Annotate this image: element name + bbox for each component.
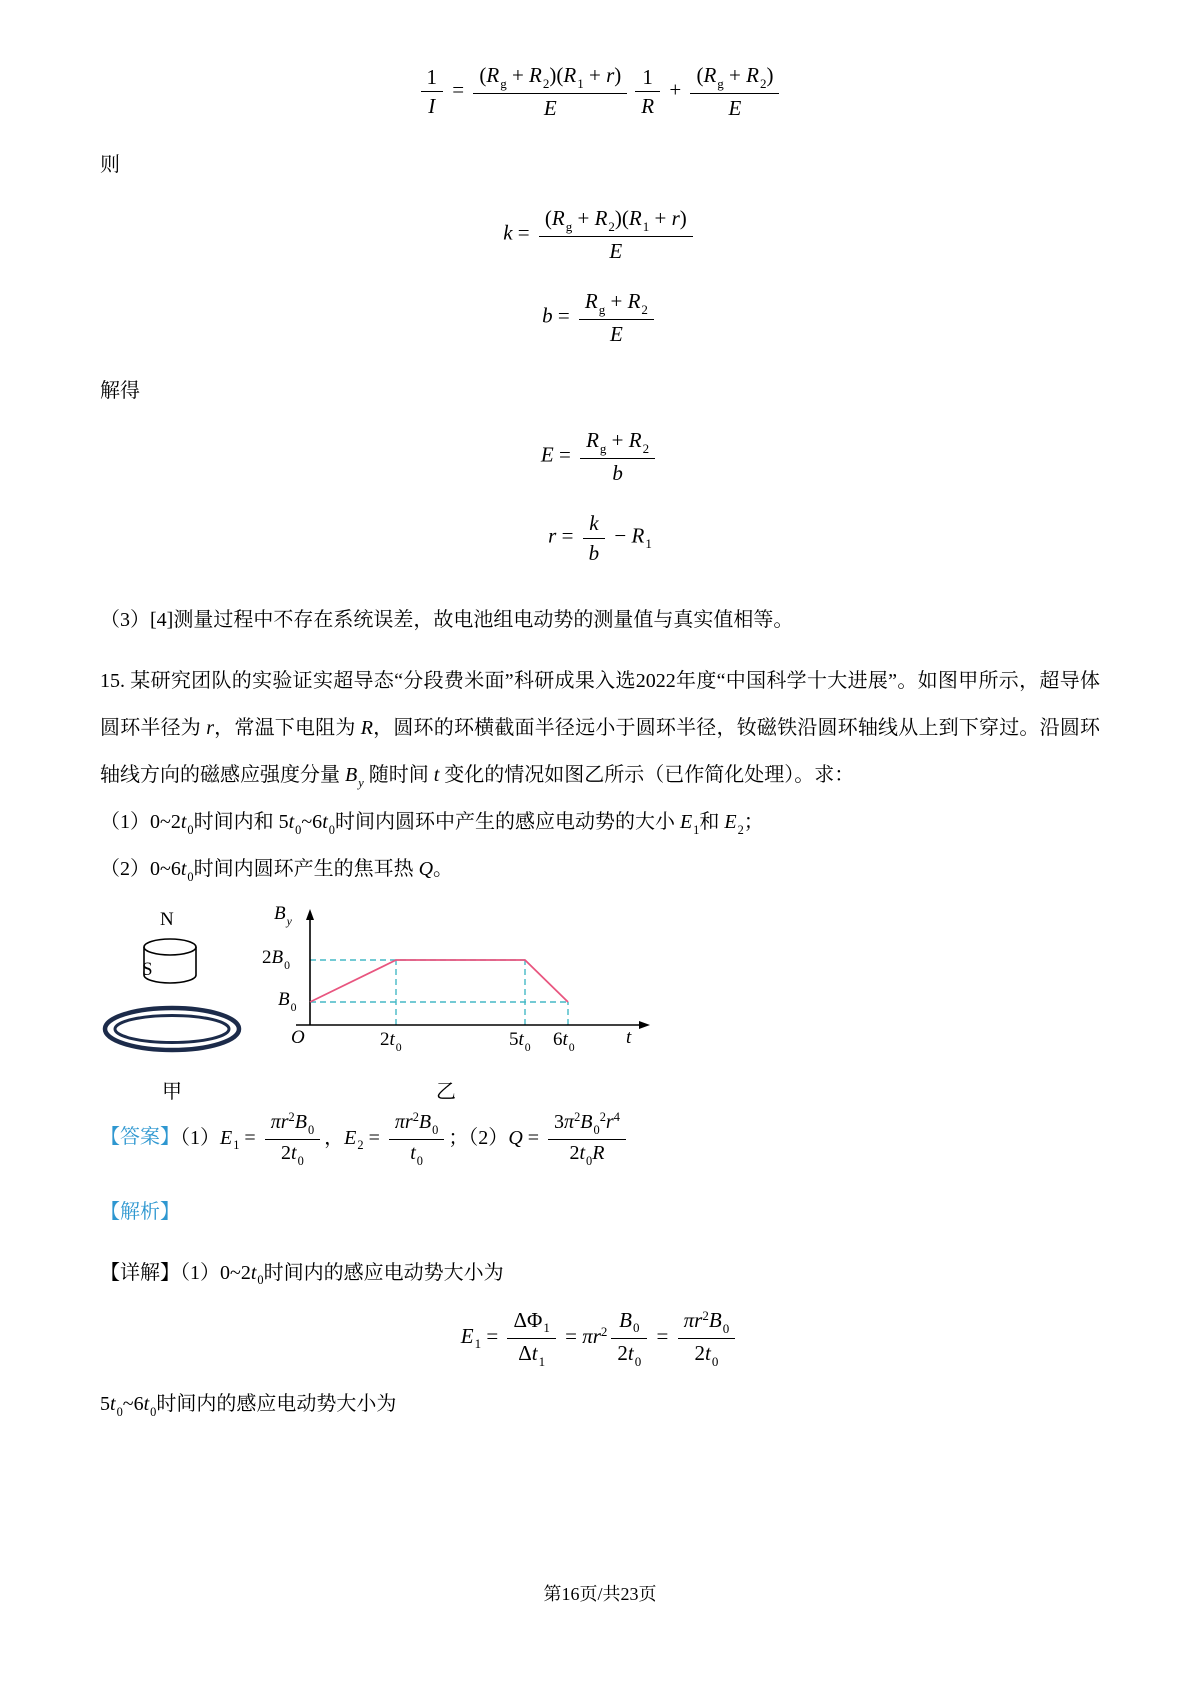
figure-jia-magnet-ring — [100, 911, 250, 1071]
figure-yi-graph — [260, 905, 660, 1065]
detail-label: 【详解】 — [100, 1261, 180, 1284]
formula-e1-detail: $E_1$ = $\frac{\Delta\Phi_1}{\Delta t_1}$ = $\pi r^2$ $\frac{B_0}{2t_0}$ = $\frac{\pi r^2B_0}{2t_0}$ — [100, 1307, 1100, 1370]
graph-curve — [310, 960, 568, 1002]
graph-ytick-b0: $B_0$ — [278, 989, 297, 1014]
formula-emf: E = $\frac{R_g + R_2}{b}$ — [100, 427, 1100, 486]
graph-ytick-2b0: $2B_0$ — [262, 947, 290, 972]
formula-internal-resistance: r = $\frac{k}{b}$ − $R_1$ — [548, 510, 652, 565]
magnet-cylinder-top — [144, 939, 196, 955]
caption-yi: 乙 — [436, 1081, 456, 1104]
problem-15-stem: 15. 某研究团队的实验证实超导态“分段费米面”科研成果入选2022年度“中国科学十大进展”。如图甲所示，超导体圆环半径为 r，常温下电阻为 R，圆环的环横截面半径远小于圆环半径，钕磁铁沿圆环轴线从上到下穿过。沿圆环轴线方向的磁感应强度分量 $B_y$ 随时间 t 变化的情况如图乙所示（已作简化处理）。求： — [100, 670, 1101, 790]
graph-xlabel-t: t — [626, 1027, 632, 1049]
solution-tail-line: $5t_0\sim 6t_0$时间内的感应电动势大小为 — [100, 1393, 397, 1419]
formula-b: b = $\frac{R_g + R_2}{E}$ — [100, 288, 1100, 347]
page-footer: 第16页/共23页 — [543, 1584, 657, 1604]
graph-svg — [260, 905, 660, 1057]
graph-xtick-6t0: $6t_0$ — [553, 1029, 575, 1054]
magnet-north-label: N — [160, 909, 174, 931]
caption-jia: 甲 — [162, 1081, 182, 1104]
page-content — [0, 62, 1200, 1428]
graph-origin-label: O — [291, 1027, 305, 1049]
answer-label: 【答案】 — [100, 1126, 180, 1149]
text-then: 则 — [100, 153, 120, 176]
graph-xtick-2t0: $2t_0$ — [380, 1029, 402, 1054]
magnet-ring-svg — [100, 911, 250, 1071]
graph-xtick-5t0: $5t_0$ — [509, 1029, 531, 1054]
text-part3: （3）[4]测量过程中不存在系统误差，故电池组电动势的测量值与真实值相等。 — [100, 609, 794, 632]
detail-intro: $(1)0\sim 2t_0$时间内的感应电动势大小为 — [180, 1261, 504, 1288]
analysis-line — [100, 1189, 1100, 1236]
ring-inner-ellipse — [115, 1016, 229, 1043]
figure-row — [100, 905, 1100, 1073]
figure-captions — [100, 1073, 1100, 1109]
y-axis-arrow — [306, 909, 314, 920]
analysis-label: 【解析】 — [100, 1200, 180, 1223]
detail-line — [100, 1250, 1100, 1297]
x-axis-arrow — [639, 1021, 650, 1029]
problem-15-q1: $(1)0\sim 2t_0$时间内和 $5t_0\sim 6t_0$时间内圆环中产生的感应电动势的大小 $E_1$和 $E_2$； — [100, 811, 764, 837]
answer-line — [100, 1109, 1100, 1168]
graph-ylabel-by: $B_y$ — [274, 903, 292, 928]
problem-15-q2: $(2)0\sim 6t_0$时间内圆环产生的焦耳热 Q。 — [100, 858, 454, 884]
formula-k: k = $\frac{(R_g + R_2)(R_1 + r)}{E}$ — [100, 205, 1100, 264]
answer-math: $(1)E_1$ = $\frac{\pi r^2B_0}{2t_0}$ ，$E_2$ = $\frac{\pi r^2B_0}{t_0}$ ；（2）Q = $\frac{3\pi^2B_0^2r^4}{2t_0R}$ — [180, 1127, 630, 1149]
formula-inverse-current: $\frac{1}{I}$ = $\frac{(R_g + R_2)(R_1 + r)}{E}$ $\frac{1}{R}$ + $\frac{(R_g + R_2)}{E}$ — [100, 62, 1100, 121]
magnet-south-label: S — [142, 959, 153, 981]
text-solve: 解得 — [100, 379, 140, 402]
graph-guides — [310, 960, 568, 1025]
